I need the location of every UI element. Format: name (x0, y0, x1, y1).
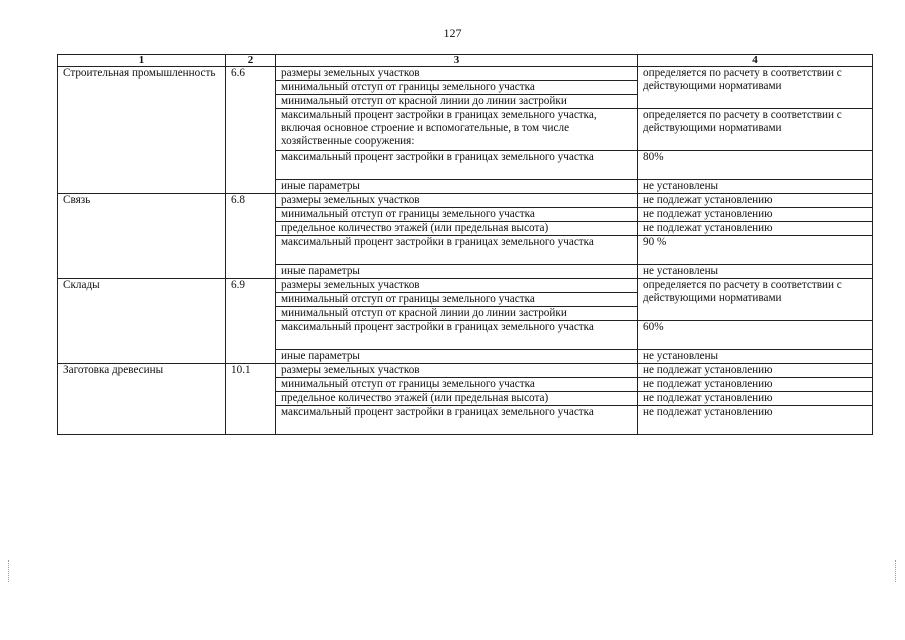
parameter-name: размеры земельных участков (276, 279, 638, 293)
header-col-1: 1 (58, 55, 226, 67)
parameter-value: определяется по расчету в соответствии с действующими нормативами (638, 279, 873, 321)
parameter-name: максимальный процент застройки в границах земельного участка (276, 321, 638, 350)
use-type-code: 6.9 (226, 279, 276, 364)
use-type-code: 6.6 (226, 67, 276, 194)
use-type-code: 10.1 (226, 364, 276, 435)
table-row (58, 67, 873, 81)
parameter-value: не подлежат установлению (638, 378, 873, 392)
use-type-name: Связь (58, 194, 226, 279)
use-type-name: Заготовка древесины (58, 364, 226, 435)
use-type-name: Склады (58, 279, 226, 364)
parameter-value: не подлежат установлению (638, 194, 873, 208)
parameter-name: минимальный отступ от красной линии до линии застройки (276, 307, 638, 321)
parameter-name: минимальный отступ от границы земельного участка (276, 208, 638, 222)
parameter-name: иные параметры (276, 180, 638, 194)
header-col-2: 2 (226, 55, 276, 67)
parameter-value: не установлены (638, 180, 873, 194)
table-row (58, 194, 873, 208)
table-header (58, 55, 873, 67)
table-row (58, 364, 873, 378)
parameter-name: минимальный отступ от границы земельного участка (276, 81, 638, 95)
parameter-name: максимальный процент застройки в границах земельного участка (276, 151, 638, 180)
header-col-3: 3 (276, 55, 638, 67)
parameter-name: размеры земельных участков (276, 67, 638, 81)
parameter-value: не установлены (638, 265, 873, 279)
parameter-name: минимальный отступ от красной линии до линии застройки (276, 95, 638, 109)
parameter-name: предельное количество этажей (или предельная высота) (276, 222, 638, 236)
parameter-name: минимальный отступ от границы земельного участка (276, 293, 638, 307)
table-row (58, 279, 873, 293)
parameter-value: не подлежат установлению (638, 222, 873, 236)
use-type-code: 6.8 (226, 194, 276, 279)
parameter-value: 90 % (638, 236, 873, 265)
left-edge-mark (8, 560, 11, 582)
parameter-name: минимальный отступ от границы земельного участка (276, 378, 638, 392)
header-row (58, 55, 873, 67)
use-type-name: Строительная промышленность (58, 67, 226, 194)
parameter-name: иные параметры (276, 265, 638, 279)
parameter-value: не установлены (638, 350, 873, 364)
parameter-name: максимальный процент застройки в границах земельного участка, включая основное строение и вспомогательные, в том числе хозяйственные сооружения: (276, 109, 638, 151)
header-col-4: 4 (638, 55, 873, 67)
table-body (58, 67, 873, 435)
page-number: 127 (443, 26, 462, 40)
parameter-name: максимальный процент застройки в границах земельного участка (276, 406, 638, 435)
regulations-table (57, 54, 873, 435)
parameter-value: 80% (638, 151, 873, 180)
parameter-value: определяется по расчету в соответствии с действующими нормативами (638, 109, 873, 151)
parameter-value: 60% (638, 321, 873, 350)
parameter-name: иные параметры (276, 350, 638, 364)
parameter-value: не подлежат установлению (638, 406, 873, 435)
parameter-value: не подлежат установлению (638, 392, 873, 406)
parameter-value: не подлежат установлению (638, 208, 873, 222)
parameter-value: определяется по расчету в соответствии с действующими нормативами (638, 67, 873, 109)
parameter-name: предельное количество этажей (или предельная высота) (276, 392, 638, 406)
parameter-name: размеры земельных участков (276, 194, 638, 208)
parameter-value: не подлежат установлению (638, 364, 873, 378)
parameter-name: максимальный процент застройки в границах земельного участка (276, 236, 638, 265)
right-edge-mark (895, 560, 898, 582)
parameter-name: размеры земельных участков (276, 364, 638, 378)
